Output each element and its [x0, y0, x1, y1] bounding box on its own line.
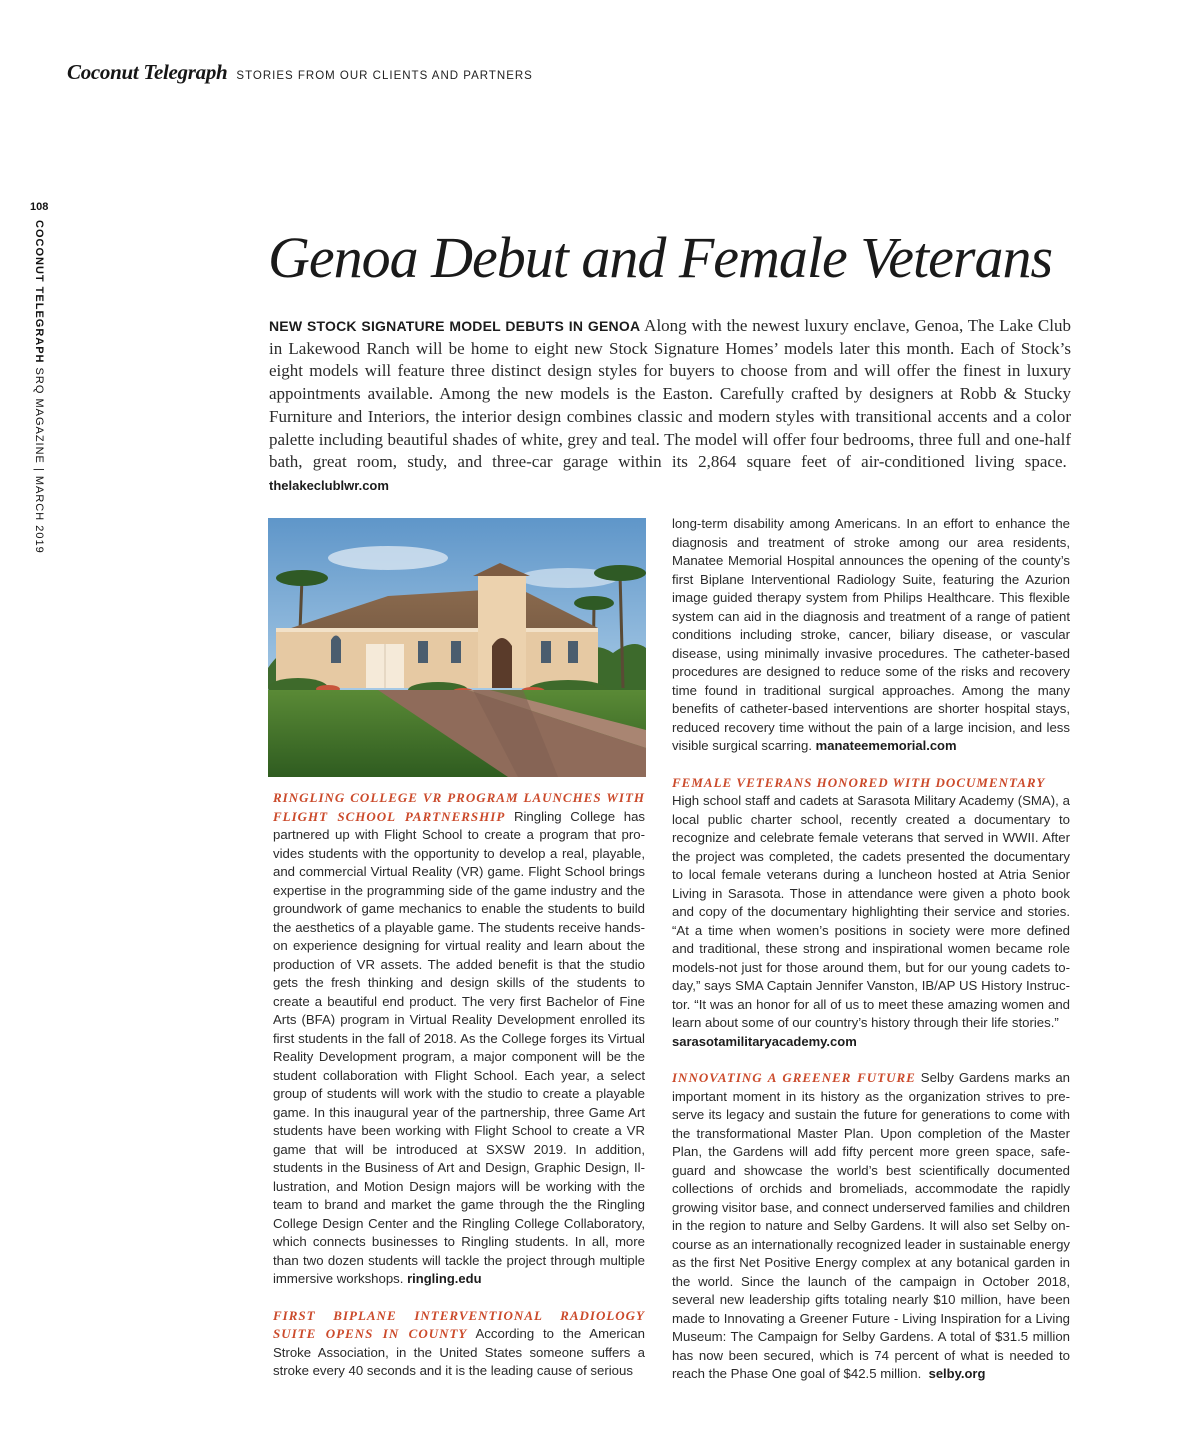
veterans-body: High school staff and cadets at Sarasota Military Academy (SMA), a local public charter school, recently created a documentary to recognize and celebrate female veterans that served in WWII. After the project was completed, the cadets presented the documentary to local female veterans during a luncheon hosted at Atria Senior Living in Sarasota. Those in attendance were given a photo book and copy of the documentary highlighting their service and stories. “At a time when women’s positions in society were more defined and traditional, these strong and inspirational women became role models-not just for those around them, but for our young cadets today,” says SMA Captain Jennifer Vanston, IB/AP US History Instructor. “It was an honor for all of us to meet these amazing women and learn about some of our country’s history through their life stories.”: [672, 793, 1070, 1030]
biplane-url-link[interactable]: manateememorial.com: [815, 738, 957, 753]
left-column: [273, 789, 645, 1381]
spine-publication: SRQ MAGAZINE | MARCH 2019: [33, 363, 45, 554]
spine-title: COCONUT TELEGRAPH: [33, 220, 45, 364]
page-headline: Genoa Debut and Female Veterans: [268, 225, 1053, 290]
veterans-headline: FEMALE VETERANS HONORED WITH DOCUMENTARY: [672, 774, 1046, 790]
brand-logo: Coconut Telegraph: [67, 60, 228, 84]
ringling-body: Ringling College has partnered up with Flight School to create a program that provides students with the opportunity to develop a real, playable, and commercial Virtual Reality (VR) game. Flight School brings expertise in the programming side of the game industry and the groundwork of game mechanics to enable the students to build the aesthetics of a playable game. The students receive hands-on experience designing for virtual reality and learn about the production of VR assets. The added benefit is that the studio gets the fresh thinking and design skills of the students to create a beautiful end product. The very first Bachelor of Fine Arts (BFA) program in Virtual Reality Development enrolled its first students in the fall of 2018. As the College forges its Virtual Reality Development program, a major component will be the student collaboration with Flight School. Each year, a select group of students will work with the studio to create a playable game. In this inaugural year of the partnership, three Game Art students have been working with Flight School to create a VR game that will be introduced at SXSW 2019. In addition, students in the Business of Art and Design, Graphic Design, Illustration, and Motion Design majors will be working with the team to brand and market the game through the the Ringling College Design Center and the Ringling College Collaboratory, which connects businesses to Ringling students. In all, more than two dozen students will tackle the project through multiple immersive workshops.: [273, 808, 645, 1286]
house-rendering-photo: [268, 518, 646, 777]
lead-kicker: NEW STOCK SIGNATURE MODEL DEBUTS IN GENOA: [269, 318, 641, 334]
lead-body: Along with the newest luxury enclave, Genoa, The Lake Club in Lakewood Ranch will be home to eight new Stock Signature Homes’ models later this month. Each of Stock’s eight models will feature three distinct design styles for buyers to choose from and will offer the finest in luxury appointments available. Among the new models is the Easton. Carefully crafted by designers at Robb & Stucky Furniture and Interiors, the interior design combines classic and modern styles with transitional accents and a color palette including beautiful shades of white, grey and teal. The model will offer four bedrooms, three full and one-half bath, great room, study, and three-car garage within its 2,864 square feet of air-conditioned living space.: [269, 316, 1071, 472]
lead-article: [269, 315, 1071, 498]
selby-body: Selby Gardens marks an important moment in its history as the organization strives to preserve its legacy and sustain the future for generations to come with the transformational Master Plan. Upon completion of the Master Plan, the Gardens will add fifty percent more green space, safeguard and showcase the world’s best scientifically documented collections of orchids and bromeliads, accommodate the rapidly growing visitor base, and connect underserved families and children in the region to nature and Selby Gardens. It will also set Selby on-course as an internationally recognized leader in sustainable energy as the first Net Positive Energy complex at any botanical garden in the world. Since the launch of the campaign in October 2018, several new leadership gifts totaling nearly $10 million, have been made to Innovating a Greener Future - Living Inspiration for a Living Museum: The Campaign for Selby Gardens. A total of $31.5 million has now been secured, which is 74 percent of what is needed to reach the Phase One goal of $42.5 million.: [672, 1070, 1070, 1381]
article-veterans: [672, 774, 1070, 1052]
biplane-headline: FIRST BIPLANE INTERVENTIONAL RADIOLOGY SUITE OPENS IN COUNTY: [273, 1307, 645, 1341]
veterans-url-link[interactable]: sarasotamilitaryacademy.com: [672, 1033, 857, 1049]
article-ringling: [273, 789, 645, 1289]
selby-url-link[interactable]: selby.org: [928, 1366, 986, 1381]
page-number: 108: [30, 201, 49, 213]
right-column: [672, 515, 1070, 1384]
article-selby: [672, 1069, 1070, 1384]
selby-headline: INNOVATING A GREENER FUTURE: [672, 1070, 916, 1085]
masthead-tagline: STORIES FROM OUR CLIENTS AND PARTNERS: [236, 70, 533, 82]
biplane-body-start: According to the American Stroke Association, in the United States someone suffers a stroke every 40 seconds and it is the leading cause of serious: [273, 1326, 646, 1378]
ringling-headline: RINGLING COLLEGE VR PROGRAM LAUNCHES WITH FLIGHT SCHOOL PARTNERSHIP: [273, 790, 645, 824]
spine-folio: [33, 220, 45, 554]
lead-url-link[interactable]: thelakeclublwr.com: [269, 477, 389, 493]
masthead: [67, 60, 533, 88]
biplane-body-cont: long-term disability among Americans. In an effort to enhance the diagnosis and treatment of stroke among our area residents, Manatee Memorial Hospital announces the opening of the county’s first Biplane Interventional Radiology Suite, featuring the Azurion image guided therapy system from Philips Healthcare. This flexible system can aid in the diagnosis and treatment of a range of patient conditions including stroke, cancer, biliary disease, or vascular disease, using minimally invasive procedures. The catheter-based procedures are designed to reduce some of the risks and recovery time found in traditional surgical approaches. Among the many benefits of catheter-based interventions are shorter hospital stays, reduced recovery time without the pain of a large incision, and less visible surgical scarring.: [672, 516, 1070, 753]
biplane-continued: [672, 515, 1070, 756]
ringling-url-link[interactable]: ringling.edu: [407, 1271, 482, 1286]
article-biplane: [273, 1307, 645, 1381]
